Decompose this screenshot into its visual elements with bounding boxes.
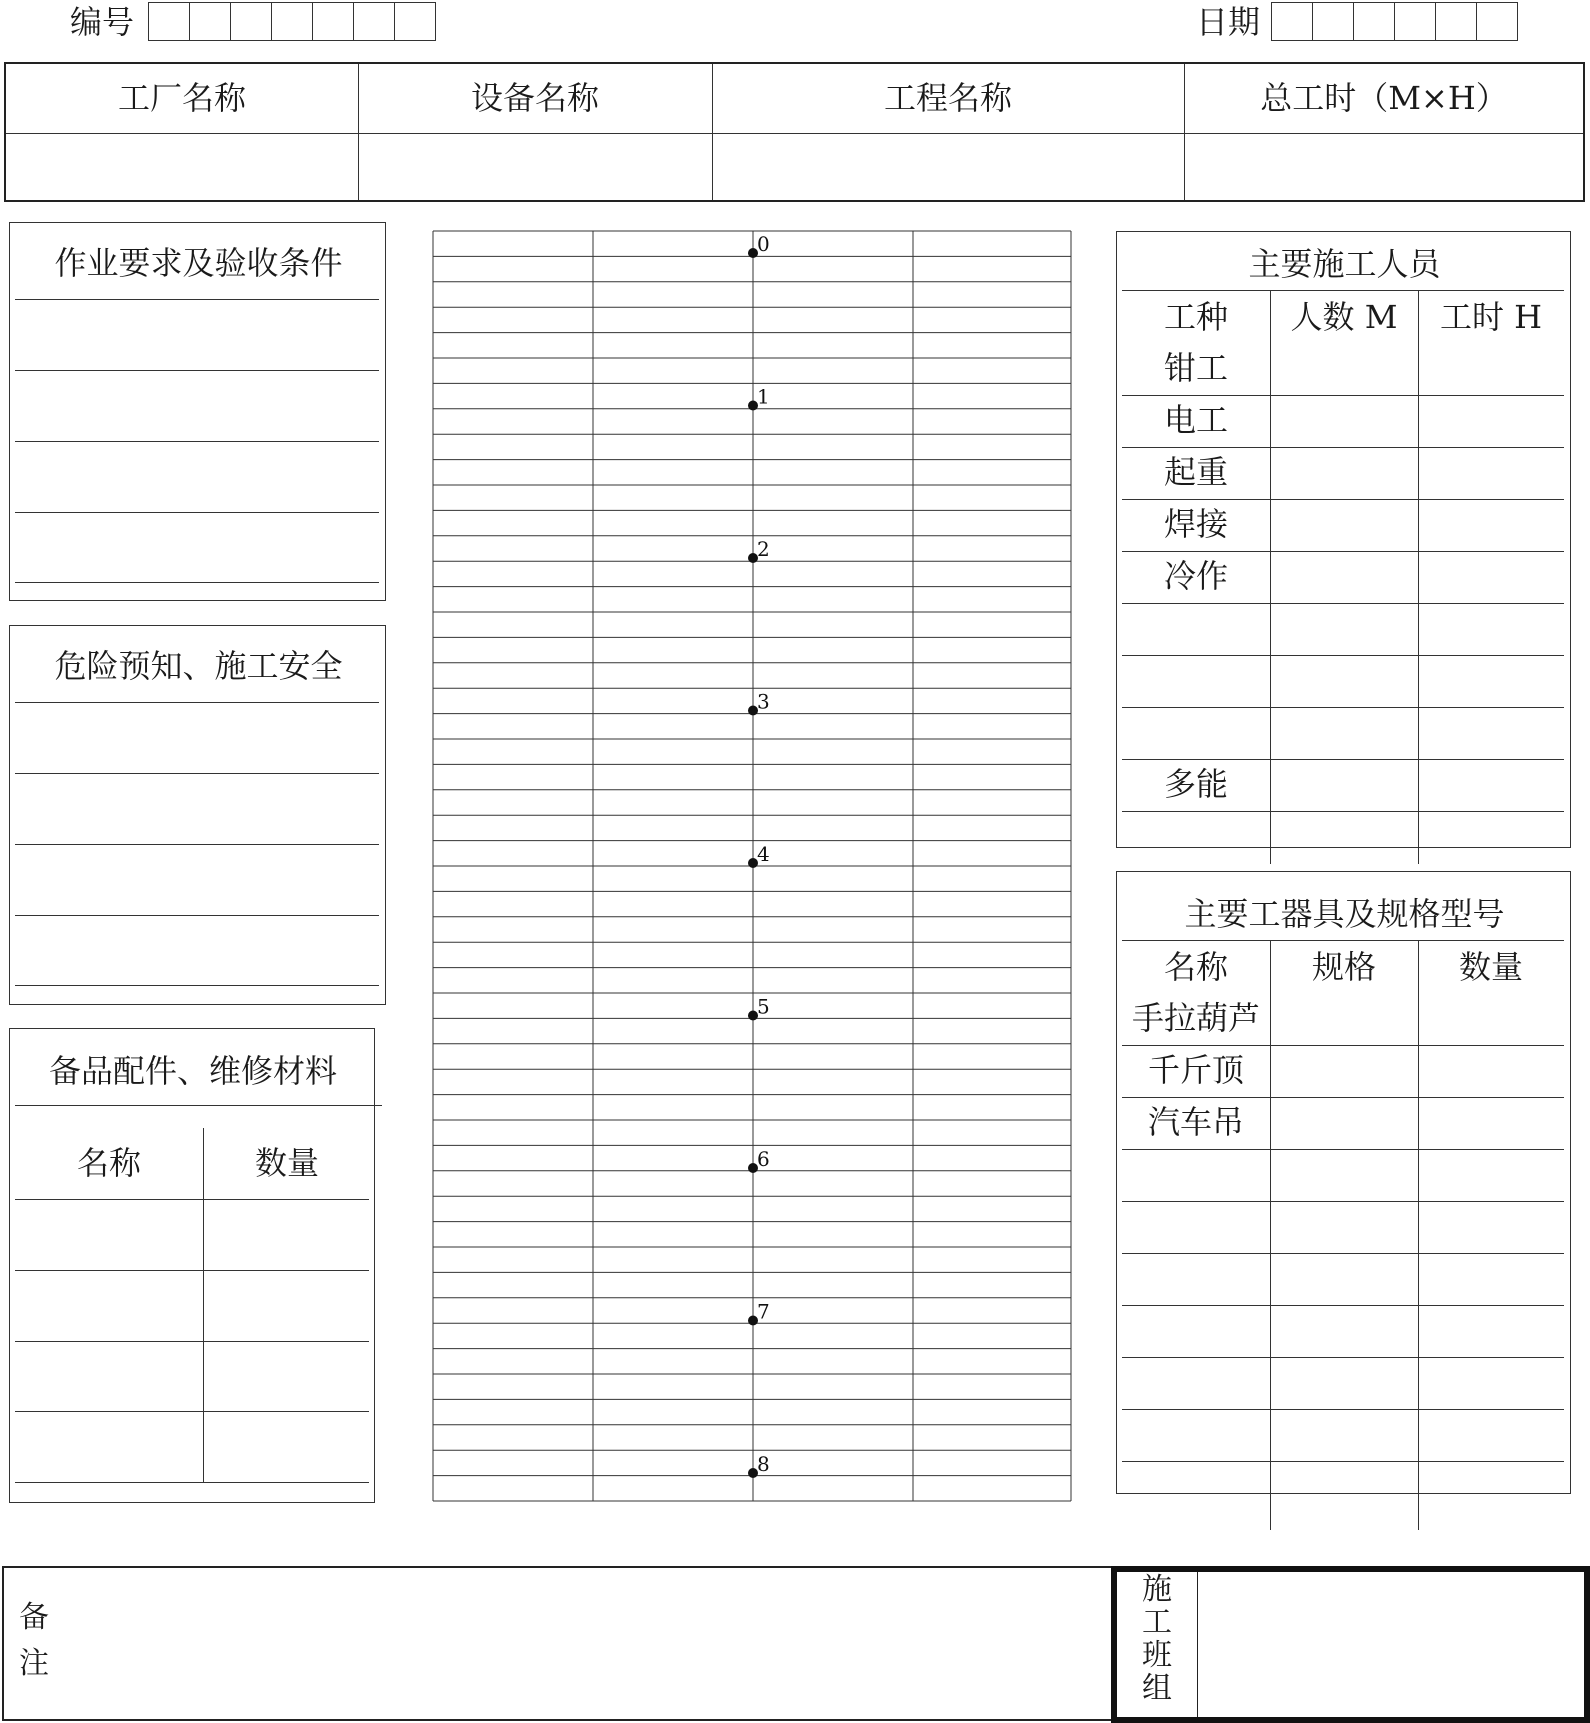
- personnel-entry-cell[interactable]: [1420, 656, 1563, 706]
- timeline-marker-label: 8: [757, 1452, 770, 1476]
- personnel-entry-cell[interactable]: [1420, 448, 1563, 498]
- personnel-row-label: 钳工: [1163, 349, 1228, 387]
- personnel-entry-cell[interactable]: [1272, 500, 1417, 550]
- requirements-writing-area[interactable]: [15, 301, 379, 581]
- number-digit-box[interactable]: [394, 2, 436, 41]
- factory-name-field[interactable]: [6, 134, 358, 200]
- column-divider: [1270, 940, 1271, 1530]
- date-label: 日期: [1196, 3, 1261, 41]
- equipment-name-header: 设备名称: [470, 79, 599, 117]
- number-digit-box[interactable]: [230, 2, 272, 41]
- tools-entry-cell[interactable]: [1272, 1202, 1417, 1252]
- tools-spec-header: 规格: [1311, 948, 1376, 986]
- timeline-marker-label: 7: [757, 1299, 770, 1324]
- timeline-marker-label: 0: [757, 232, 770, 256]
- personnel-panel: [1116, 231, 1571, 848]
- schedule-grid[interactable]: [432, 230, 1072, 1502]
- tools-entry-cell[interactable]: [1420, 1254, 1563, 1304]
- project-info-table: [4, 62, 1585, 202]
- personnel-entry-cell[interactable]: [1272, 396, 1417, 446]
- number-digit-box[interactable]: [189, 2, 231, 41]
- personnel-row-label: 焊接: [1163, 505, 1228, 543]
- factory-name-header: 工厂名称: [117, 79, 246, 117]
- timeline-marker-label: 4: [757, 842, 770, 866]
- tools-name-header: 名称: [1163, 948, 1228, 986]
- date-digit-box[interactable]: [1353, 2, 1395, 41]
- number-label: 编号: [70, 3, 135, 41]
- tools-entry-cell[interactable]: [1272, 1098, 1417, 1148]
- rule-line: [1122, 811, 1564, 812]
- personnel-entry-cell[interactable]: [1272, 604, 1417, 654]
- personnel-entry-cell[interactable]: [1272, 448, 1417, 498]
- personnel-entry-cell[interactable]: [1420, 760, 1563, 810]
- tools-entry-cell[interactable]: [1272, 1254, 1417, 1304]
- tools-entry-cell[interactable]: [1272, 1410, 1417, 1460]
- requirements-title: 作业要求及验收条件: [54, 244, 343, 282]
- tools-title: 主要工器具及规格型号: [1184, 895, 1505, 933]
- requirements-panel: [9, 222, 386, 601]
- timeline-marker-label: 6: [757, 1147, 770, 1171]
- crew-char: 组: [1142, 1671, 1172, 1706]
- personnel-row-label: 起重: [1163, 453, 1228, 491]
- personnel-entry-cell[interactable]: [1420, 396, 1563, 446]
- timeline-marker-label: 5: [757, 994, 770, 1019]
- personnel-entry-cell[interactable]: [1272, 708, 1417, 758]
- personnel-entry-cell[interactable]: [1420, 604, 1563, 654]
- number-digit-box[interactable]: [312, 2, 354, 41]
- personnel-row-label: 冷作: [1163, 557, 1228, 595]
- personnel-title: 主要施工人员: [1248, 245, 1441, 283]
- rule-line: [15, 299, 379, 300]
- rule-line: [15, 1199, 369, 1200]
- personnel-entry-cell[interactable]: [1420, 500, 1563, 550]
- rule-line: [1122, 290, 1564, 291]
- personnel-entry-cell[interactable]: [1272, 656, 1417, 706]
- personnel-entry-cell[interactable]: [1272, 344, 1417, 394]
- tools-entry-cell[interactable]: [1420, 1410, 1563, 1460]
- rule-line: [15, 702, 379, 703]
- crew-char: 班: [1142, 1638, 1172, 1673]
- tools-entry-cell[interactable]: [1420, 1046, 1563, 1096]
- equipment-name-field[interactable]: [359, 134, 712, 200]
- column-divider: [1418, 940, 1419, 1530]
- total-hours-field[interactable]: [1185, 134, 1583, 200]
- number-digit-box[interactable]: [353, 2, 395, 41]
- date-digit-box[interactable]: [1435, 2, 1477, 41]
- spare-parts-qty-header: 数量: [254, 1144, 319, 1182]
- date-digit-box[interactable]: [1312, 2, 1354, 41]
- crew-char: 施: [1142, 1572, 1172, 1607]
- timeline-marker-label: 2: [757, 537, 770, 561]
- hazards-panel: [9, 625, 386, 1005]
- rule-line: [15, 1482, 369, 1483]
- personnel-row-label: 电工: [1163, 401, 1228, 439]
- tools-panel: [1116, 871, 1571, 1494]
- tools-qty-header: 数量: [1458, 948, 1523, 986]
- crew-entry-field[interactable]: [1201, 1574, 1584, 1715]
- tools-entry-cell[interactable]: [1420, 1098, 1563, 1148]
- project-name-field[interactable]: [713, 134, 1184, 200]
- tools-entry-cell[interactable]: [1420, 1202, 1563, 1252]
- number-digit-box[interactable]: [148, 2, 190, 41]
- spare-parts-title: 备品配件、维修材料: [48, 1052, 337, 1090]
- hazards-writing-area[interactable]: [15, 704, 379, 984]
- column-divider: [1197, 1572, 1198, 1717]
- tools-entry-cell[interactable]: [1420, 1306, 1563, 1356]
- spare-parts-name-header: 名称: [76, 1144, 141, 1182]
- column-divider: [1270, 290, 1271, 864]
- project-name-header: 工程名称: [883, 79, 1012, 117]
- date-digit-box[interactable]: [1476, 2, 1518, 41]
- remarks-char: 注: [19, 1646, 49, 1681]
- rule-line: [15, 1105, 382, 1106]
- tools-row-label: 汽车吊: [1147, 1103, 1244, 1141]
- date-digit-box[interactable]: [1394, 2, 1436, 41]
- personnel-entry-cell[interactable]: [1272, 760, 1417, 810]
- rule-line: [15, 582, 379, 583]
- tools-entry-cell[interactable]: [1420, 994, 1563, 1044]
- timeline-marker-label: 1: [757, 384, 770, 409]
- number-digit-box[interactable]: [271, 2, 313, 41]
- tools-entry-cell[interactable]: [1272, 1306, 1417, 1356]
- total-hours-header: 总工时（M×H）: [1260, 79, 1508, 117]
- remarks-char: 备: [19, 1600, 49, 1635]
- personnel-entry-cell[interactable]: [1420, 552, 1563, 602]
- spare-parts-name-cells[interactable]: [15, 1201, 202, 1481]
- tools-entry-cell[interactable]: [1420, 1150, 1563, 1200]
- personnel-entry-cell[interactable]: [1420, 708, 1563, 758]
- date-digit-box[interactable]: [1271, 2, 1313, 41]
- timeline-marker-label: 3: [757, 689, 770, 714]
- hazards-title: 危险预知、施工安全: [54, 647, 343, 685]
- crew-char: 工: [1142, 1605, 1172, 1640]
- personnel-count-header: 人数 M: [1290, 298, 1398, 336]
- rule-line: [1122, 1461, 1564, 1462]
- tools-entry-cell[interactable]: [1272, 994, 1417, 1044]
- column-divider: [203, 1128, 204, 1482]
- spare-parts-qty-cells[interactable]: [205, 1201, 369, 1481]
- tools-entry-cell[interactable]: [1420, 1358, 1563, 1408]
- tools-row-label: 千斤顶: [1147, 1051, 1244, 1089]
- tools-entry-cell[interactable]: [1272, 1358, 1417, 1408]
- rule-line: [15, 985, 379, 986]
- construction-crew-box: [1111, 1566, 1590, 1723]
- personnel-hours-header: 工时 H: [1439, 298, 1543, 336]
- personnel-row-label: 多能: [1163, 765, 1228, 803]
- tools-entry-cell[interactable]: [1272, 1046, 1417, 1096]
- column-divider: [1418, 290, 1419, 864]
- spare-parts-panel: [9, 1028, 375, 1503]
- tools-entry-cell[interactable]: [1272, 1150, 1417, 1200]
- personnel-entry-cell[interactable]: [1272, 552, 1417, 602]
- personnel-trade-header: 工种: [1163, 298, 1228, 336]
- tools-row-label: 手拉葫芦: [1131, 999, 1260, 1037]
- rule-line: [1122, 940, 1564, 941]
- personnel-entry-cell[interactable]: [1420, 344, 1563, 394]
